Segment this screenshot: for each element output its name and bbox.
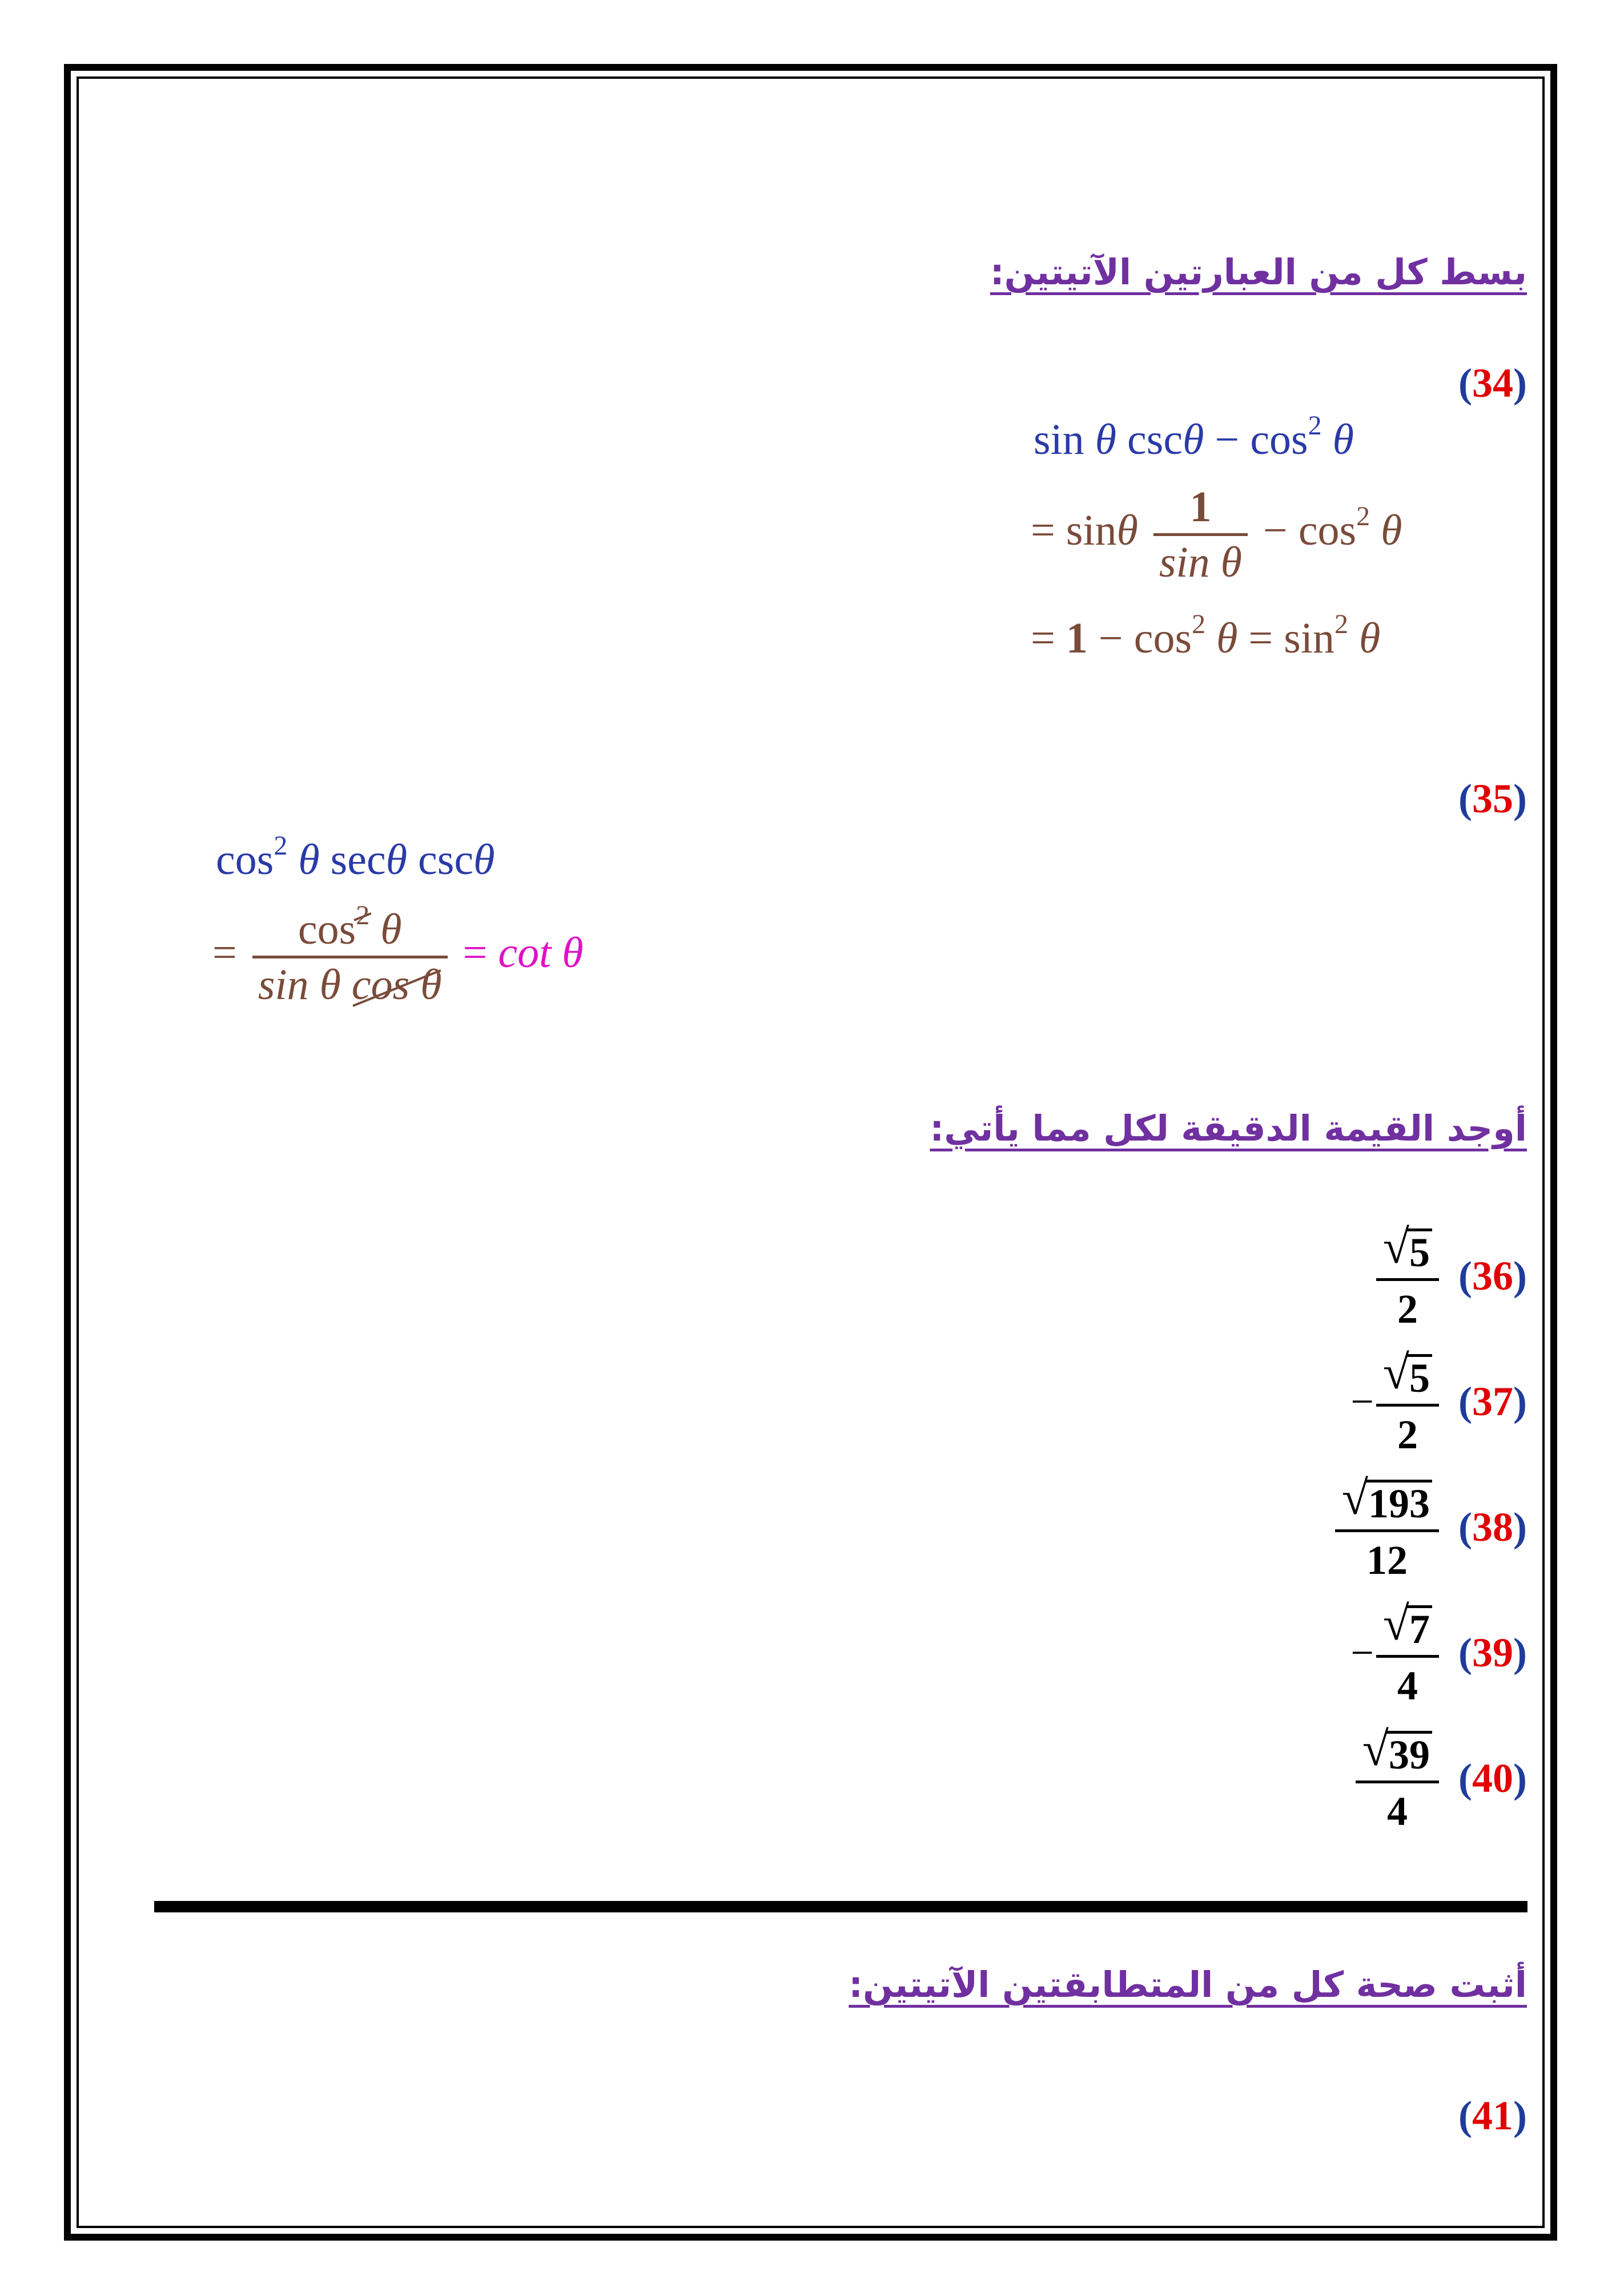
cancelled-cos-term: cos θ: [351, 961, 442, 1009]
paren-close: ): [1513, 2093, 1527, 2138]
fraction-denominator: [252, 956, 448, 1009]
fraction: [1380, 1219, 1436, 1333]
theta: θ: [298, 836, 320, 884]
sqrt-icon: √: [1382, 1346, 1410, 1399]
question-number-value: 37: [1472, 1378, 1514, 1424]
csc-term: csc: [418, 836, 474, 884]
theta: θ: [1095, 416, 1117, 464]
answer-value: [1353, 1722, 1436, 1835]
sign: −: [1350, 1378, 1374, 1424]
equals-sign: =: [1031, 506, 1055, 554]
exponent: 2: [1356, 501, 1370, 531]
answer-item: [1350, 1590, 1527, 1715]
cos-term: cos: [216, 836, 274, 884]
answer-value: [1350, 1345, 1436, 1459]
fraction-denominator: 4: [1356, 1781, 1439, 1835]
theta: θ: [1216, 614, 1238, 662]
question-number: (37): [1458, 1378, 1527, 1424]
question-number-value: 40: [1472, 1755, 1514, 1801]
fraction-denominator: 2: [1376, 1278, 1439, 1333]
answer-item: [1374, 1213, 1527, 1339]
fraction-numerator: $\cos^2 \theta$: [298, 900, 402, 953]
cos-term: cos: [298, 905, 356, 953]
sign: −: [1350, 1629, 1374, 1675]
question-number-35: [1458, 775, 1527, 823]
question-number: (38): [1458, 1504, 1527, 1550]
radicand: 5: [1407, 1228, 1432, 1275]
minus-sign: −: [1098, 614, 1123, 662]
theta: θ: [1332, 416, 1354, 464]
sqrt-icon: √: [1382, 1220, 1410, 1274]
q34-expression: [1034, 410, 1354, 464]
radicand: 39: [1386, 1731, 1432, 1777]
sqrt-icon: √: [1341, 1471, 1369, 1525]
equals-sign: =: [212, 928, 237, 977]
radicand: 5: [1407, 1354, 1432, 1400]
fraction-numerator: 1: [1189, 483, 1212, 531]
one: 1: [1066, 614, 1088, 662]
equals-sign: =: [463, 928, 488, 977]
paren-close: ): [1513, 776, 1527, 821]
theta: θ: [1381, 506, 1402, 554]
exponent: 2: [1334, 609, 1348, 639]
fraction-numerator: [1380, 1219, 1436, 1278]
sqrt-icon: √: [1382, 1597, 1410, 1650]
answer-value: [1333, 1471, 1436, 1584]
q35-step-1: [212, 900, 584, 1009]
question-number-value: 36: [1472, 1252, 1514, 1299]
answer-value: [1374, 1219, 1436, 1333]
fraction-numerator: [1380, 1596, 1436, 1655]
fraction: [252, 900, 448, 1009]
csc-term: csc: [1127, 416, 1183, 464]
fraction: [1380, 1345, 1436, 1459]
theta: θ: [380, 905, 402, 953]
cos-term: cos: [1250, 416, 1308, 464]
q34-step-1: [1031, 485, 1402, 584]
theta: θ: [385, 836, 408, 884]
answer-value: [1350, 1596, 1436, 1710]
theta: θ: [1358, 614, 1381, 662]
theta: θ: [1183, 416, 1204, 464]
fraction: [1359, 1722, 1436, 1835]
q34-step-2: [1031, 609, 1381, 662]
fraction-numerator: [1338, 1471, 1436, 1529]
question-number-34: [1458, 360, 1527, 407]
cos-term: cos: [1298, 506, 1357, 554]
theta: θ: [1116, 506, 1138, 554]
question-number-value: 39: [1472, 1629, 1514, 1675]
question-number-value: 41: [1472, 2093, 1514, 2138]
section-divider: [154, 1901, 1527, 1912]
fraction-denominator: sin θ: [1153, 533, 1248, 584]
question-number: (36): [1458, 1252, 1527, 1299]
answer-item: [1333, 1464, 1527, 1590]
fraction-numerator: [1359, 1722, 1436, 1781]
paren-open: (: [1458, 2093, 1473, 2138]
fraction-numerator: [1380, 1345, 1436, 1404]
equals-sign: =: [1031, 614, 1055, 662]
answer-item: [1353, 1715, 1527, 1841]
minus-sign: −: [1215, 416, 1240, 464]
minus-sign: −: [1263, 506, 1288, 554]
fraction: [1380, 1596, 1436, 1710]
sin-term: sin θ: [258, 961, 341, 1009]
paren-close: ): [1513, 360, 1527, 406]
sec-term: sec: [330, 836, 386, 884]
heading-prove-identities: أثبت صحة كل من المتطابقتين الآتيتين:: [849, 1964, 1527, 2005]
paren-open: (: [1458, 776, 1473, 821]
radicand: 193: [1366, 1480, 1432, 1526]
question-number-value: 38: [1472, 1504, 1514, 1550]
question-number-value: 34: [1472, 360, 1514, 406]
equals-sign: =: [1248, 614, 1273, 662]
radicand: 7: [1407, 1605, 1432, 1651]
cos-term: cos: [1133, 614, 1192, 662]
theta: θ: [473, 836, 495, 884]
question-number: (39): [1458, 1629, 1527, 1675]
sqrt-icon: √: [1362, 1722, 1389, 1776]
exponent: 2: [1192, 609, 1206, 639]
result-cot: cot θ: [498, 928, 584, 977]
fraction-denominator: 4: [1376, 1655, 1439, 1710]
q35-expression: [216, 831, 495, 884]
question-number-value: 35: [1472, 776, 1514, 821]
exponent: 2: [1308, 410, 1322, 441]
heading-simplify: بسط كل من العبارتين الآتيتين:: [990, 251, 1527, 293]
fraction: [1153, 485, 1248, 584]
fraction-denominator: 12: [1335, 1529, 1439, 1584]
sin-term: sin: [1066, 506, 1117, 554]
question-number-41: [1458, 2092, 1527, 2140]
sin-term: sin: [1284, 614, 1334, 662]
heading-exact-value: أوجد القيمة الدقيقة لكل مما يأتي:: [930, 1107, 1527, 1149]
exponent: 2: [274, 831, 288, 861]
fraction-denominator: 2: [1376, 1404, 1439, 1459]
sin-term: sin: [1034, 416, 1084, 464]
fraction: [1338, 1471, 1436, 1584]
question-number: (40): [1458, 1755, 1527, 1801]
answer-item: [1350, 1339, 1527, 1464]
paren-open: (: [1458, 360, 1473, 406]
